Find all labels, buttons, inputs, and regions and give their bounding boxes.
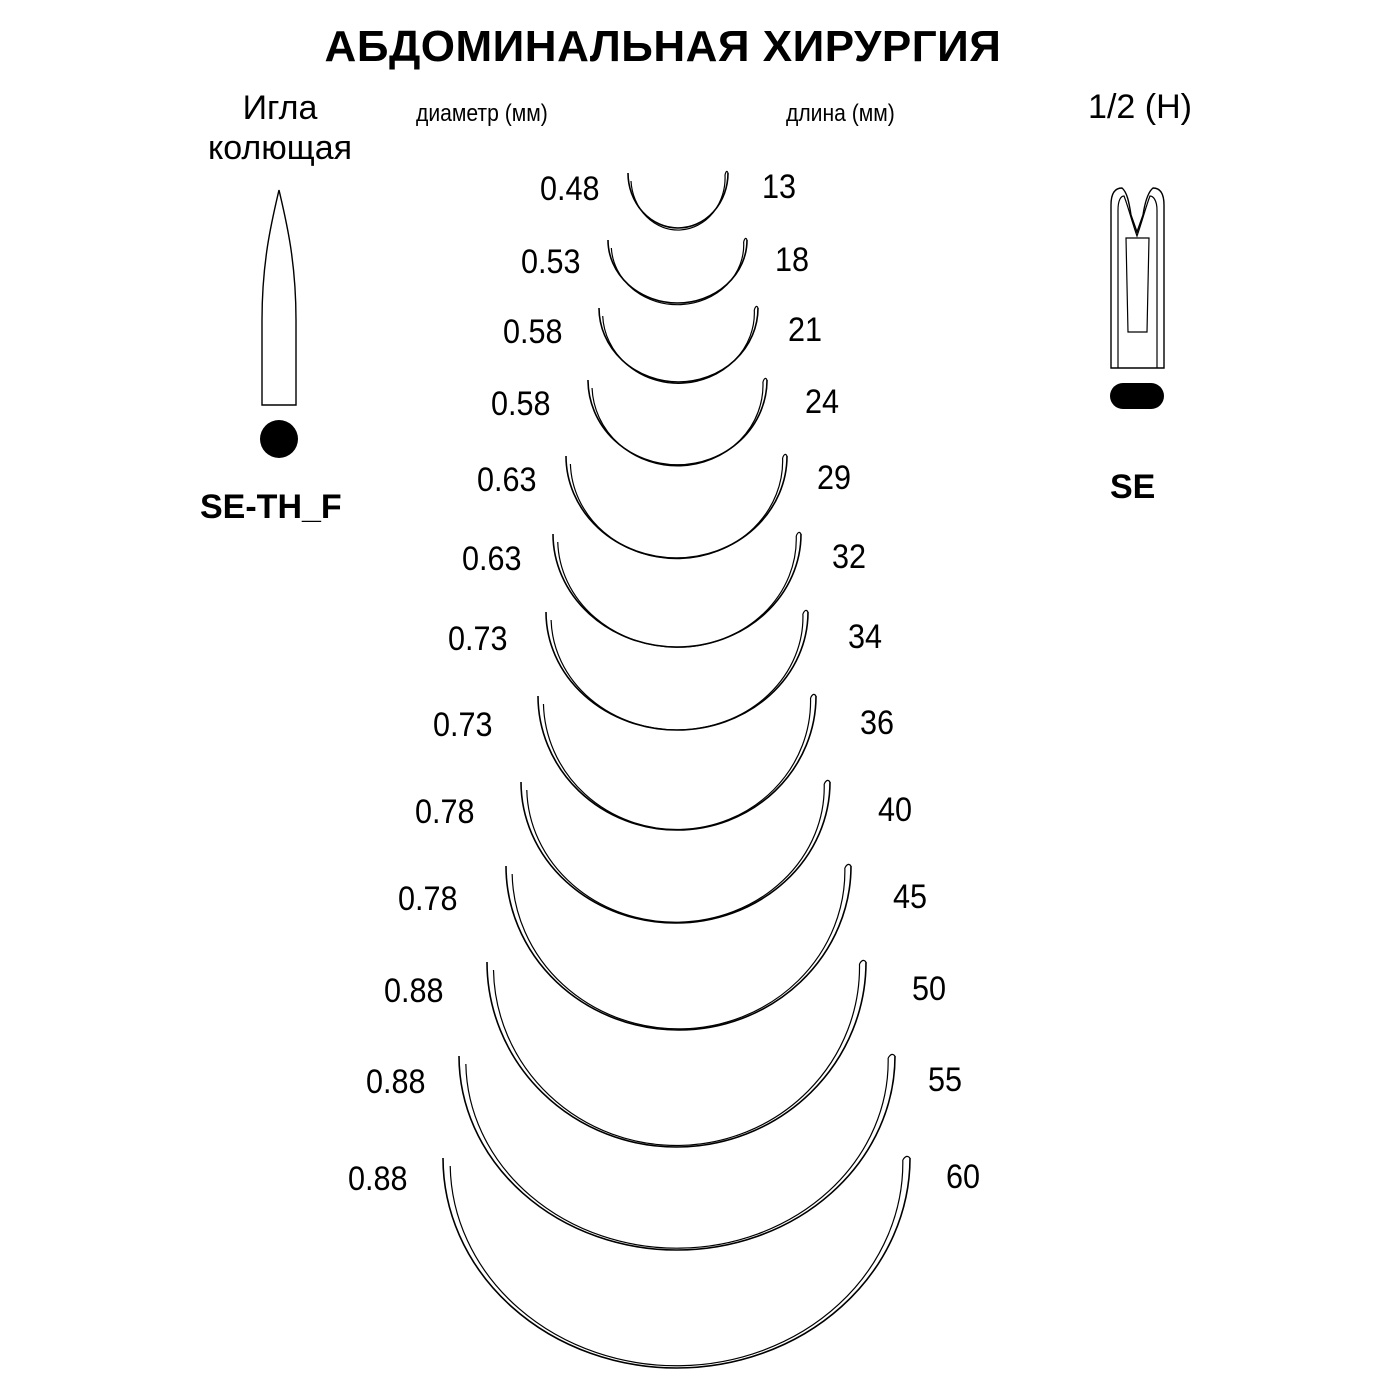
needle-curve-cap: [845, 864, 851, 868]
needle-curve-cap: [860, 960, 867, 964]
needle-curve: [566, 454, 787, 558]
needle-type-line1: Игла: [242, 89, 318, 127]
needle-curve-cap: [824, 780, 830, 784]
needle-curve: [506, 864, 851, 1030]
needle-curve-outer: [599, 308, 758, 382]
needle-curve: [628, 171, 728, 230]
needle-curve: [588, 378, 767, 466]
needle-curve-inner: [558, 536, 797, 647]
length-column-header: длина (мм): [786, 100, 895, 127]
needle-diameter: 0.63: [462, 540, 522, 578]
needle-curve-inner: [512, 868, 845, 1029]
needle-diameter: 0.63: [477, 461, 537, 499]
needle-diameter: 0.78: [415, 793, 475, 831]
needle-length: 55: [928, 1061, 963, 1099]
page-title: АБДОМИНАЛЬНАЯ ХИРУРГИЯ: [324, 22, 1002, 71]
needle-curve-outer: [538, 696, 816, 830]
needle-curve-outer: [608, 240, 747, 303]
needle-curve-outer: [459, 1056, 895, 1250]
needle-length: 36: [860, 704, 895, 742]
needle-length: 24: [805, 383, 840, 421]
needle-curve-cap: [903, 1156, 910, 1160]
taper-point-icon: [260, 190, 298, 458]
needle-diameter: 0.48: [540, 170, 600, 208]
needle-curve-outer: [546, 612, 808, 730]
needle-curve: [546, 610, 808, 730]
needle-length: 32: [832, 538, 867, 576]
needle-length: 34: [848, 618, 883, 656]
needle-length: 45: [893, 878, 928, 916]
needle-curve: [487, 960, 866, 1147]
needle-curve: [538, 694, 816, 830]
needle-curve-inner: [527, 784, 824, 922]
needle-length: 18: [775, 241, 810, 279]
needle-curve-inner: [450, 1160, 903, 1366]
needle-curve-outer: [628, 173, 728, 228]
needle-diameter: 0.88: [384, 972, 444, 1010]
curvature-label: 1/2 (Н): [1088, 88, 1192, 126]
curvature-code: SE: [1110, 468, 1156, 506]
needle-diameter: 0.73: [448, 620, 508, 658]
needle-curve-outer: [588, 380, 767, 465]
needle-curve: [553, 532, 801, 647]
needle-curve-inner: [551, 614, 803, 730]
needle-curve-outer: [566, 456, 787, 558]
needle-curve-inner: [466, 1058, 888, 1248]
needle-diameter: 0.88: [366, 1063, 426, 1101]
needle-curve-outer: [553, 534, 801, 647]
needle-diameter: 0.88: [348, 1160, 408, 1198]
needle-curve-outer: [487, 962, 866, 1147]
needle-diameter: 0.78: [398, 880, 458, 918]
needle-curve-cap: [888, 1054, 895, 1058]
needle-diameter: 0.73: [433, 706, 493, 744]
needle-diameter: 0.53: [521, 243, 581, 281]
needle-type-line2: колющая: [207, 129, 353, 167]
needle-diameter: 0.58: [503, 313, 563, 351]
diameter-column-header: диаметр (мм): [416, 100, 548, 127]
needle-length: 21: [788, 311, 823, 349]
needle-length: 50: [912, 970, 947, 1008]
needle-diameter: 0.58: [491, 385, 551, 423]
needle-curve: [521, 780, 830, 923]
needle-curve-outer: [506, 866, 851, 1030]
needle-curve-cap: [811, 694, 816, 698]
needle-curve-inner: [631, 175, 725, 230]
needle-length: 13: [762, 168, 797, 206]
needle-length: 60: [946, 1158, 981, 1196]
swaged-end-icon: [1110, 188, 1164, 409]
needle-type-code: SE-TH_F: [200, 488, 342, 526]
needle-curve-outer: [521, 782, 830, 923]
needle-length: 29: [817, 459, 852, 497]
needle-curve-outer: [443, 1158, 910, 1368]
needle-curve-inner: [494, 964, 860, 1145]
needle-curve: [443, 1156, 910, 1368]
needle-curve: [459, 1054, 895, 1250]
needle-curve-inner: [543, 698, 810, 830]
needle-curve-inner: [611, 242, 743, 305]
needle-curve-inner: [603, 310, 755, 383]
needle-curve: [599, 306, 758, 383]
needle-curve-inner: [570, 458, 782, 559]
needle-curve: [608, 238, 747, 304]
needle-length: 40: [878, 791, 913, 829]
needle-curve-inner: [592, 382, 763, 466]
